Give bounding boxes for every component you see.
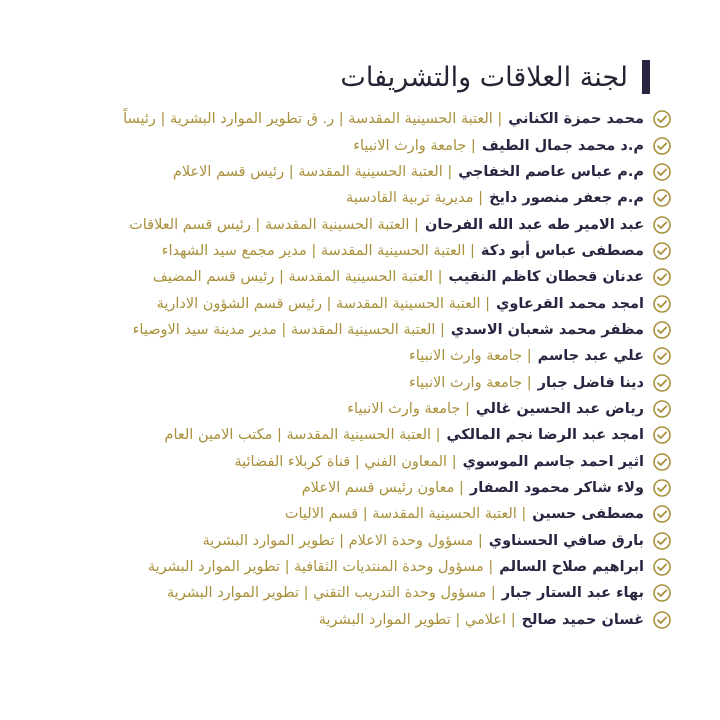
member-name: غسان حميد صالح (521, 611, 644, 628)
member-detail: | جامعة وارث الانبياء (347, 400, 470, 417)
check-circle-icon (652, 241, 672, 261)
member-name: مصطفى عباس أبو دكة (480, 242, 644, 259)
check-circle-icon (652, 215, 672, 235)
member-detail: | العتبة الحسينية المقدسة | رئيس قسم الشؤون الادارية (156, 295, 491, 312)
member-detail: | مسؤول وحدة التدريب التقني | تطوير الموارد البشرية (167, 585, 496, 602)
member-row (20, 343, 672, 369)
member-detail: | العتبة الحسينية المقدسة | مدير مدينة سيد الاوصياء (132, 321, 445, 338)
check-circle-icon (652, 531, 672, 551)
member-row (20, 238, 672, 264)
member-detail: | العتبة الحسينية المقدسة | ر. ق تطوير الموارد البشرية | رئيساً (123, 111, 503, 128)
member-detail: | جامعة وارث الانبياء (353, 137, 476, 154)
member-row (20, 264, 672, 290)
check-circle-icon (652, 583, 672, 603)
member-detail: | العتبة الحسينية المقدسة | رئيس قسم المضيف (152, 269, 443, 286)
check-circle-icon (652, 610, 672, 630)
member-detail: | العتبة الحسينية المقدسة | مدير مجمع سيد الشهداء (161, 242, 475, 259)
member-name: عدنان قحطان كاظم النقيب (448, 269, 644, 286)
member-name: م.د محمد جمال الطيف (481, 137, 644, 154)
member-detail: | المعاون الفني | قناة كربلاء الفضائية (234, 453, 457, 470)
member-row (20, 185, 672, 211)
check-circle-icon (652, 188, 672, 208)
member-detail: | مسؤول وحدة المنتديات الثقافية | تطوير الموارد البشرية (147, 559, 494, 576)
member-name: رياض عبد الحسين غالي (475, 400, 644, 417)
check-circle-icon (652, 478, 672, 498)
member-row (20, 290, 672, 316)
member-row (20, 396, 672, 422)
member-name: بارق صافي الحسناوي (488, 532, 644, 549)
check-circle-icon (652, 294, 672, 314)
member-row (20, 475, 672, 501)
member-row (20, 501, 672, 527)
member-row (20, 448, 672, 474)
title-accent-bar (642, 60, 650, 94)
member-row (20, 554, 672, 580)
member-name: م.م عباس عاصم الخفاجي (458, 163, 644, 180)
member-name: بهاء عبد الستار جبار (501, 585, 644, 602)
page-title: لجنة العلاقات والتشريفات (340, 61, 628, 93)
check-circle-icon (652, 399, 672, 419)
member-row (20, 132, 672, 158)
check-circle-icon (652, 346, 672, 366)
member-name: امجد محمد القرعاوي (496, 295, 644, 312)
member-row (20, 580, 672, 606)
member-name: ولاء شاكر محمود الصفار (469, 479, 644, 496)
member-detail: | العتبة الحسينية المقدسة | مكتب الامين العام (164, 427, 441, 444)
check-circle-icon (652, 425, 672, 445)
member-name: امجد عبد الرضا نجم المالكي (446, 427, 644, 444)
member-row (20, 369, 672, 395)
check-circle-icon (652, 136, 672, 156)
member-row (20, 317, 672, 343)
member-detail: | جامعة وارث الانبياء (409, 348, 532, 365)
member-name: ابراهيم صلاح السالم (499, 559, 644, 576)
member-name: اثير احمد جاسم الموسوي (462, 453, 644, 470)
member-row (20, 211, 672, 237)
member-row (20, 607, 672, 633)
member-detail: | مديرية تربية القادسية (345, 190, 484, 207)
check-circle-icon (652, 373, 672, 393)
member-detail: | العتبة الحسينية المقدسة | قسم الاليات (284, 506, 527, 523)
member-detail: | العتبة الحسينية المقدسة | رئيس قسم الاعلام (172, 163, 453, 180)
member-name: مصطفى حسين (532, 506, 644, 523)
member-row (20, 159, 672, 185)
member-row (20, 422, 672, 448)
member-name: محمد حمزة الكناني (508, 111, 644, 128)
check-circle-icon (652, 162, 672, 182)
member-detail: | العتبة الحسينية المقدسة | رئيس قسم العلاقات (129, 216, 419, 233)
check-circle-icon (652, 452, 672, 472)
check-circle-icon (652, 109, 672, 129)
member-detail: | مسؤول وحدة الاعلام | تطوير الموارد البشرية (202, 532, 483, 549)
title-block (340, 60, 650, 94)
member-list (20, 106, 672, 633)
member-row (20, 528, 672, 554)
member-name: دينا فاضل جبار (537, 374, 644, 391)
check-circle-icon (652, 557, 672, 577)
member-detail: | اعلامي | تطوير الموارد البشرية (318, 611, 516, 628)
member-detail: | معاون رئيس قسم الاعلام (301, 479, 464, 496)
member-row (20, 106, 672, 132)
member-detail: | جامعة وارث الانبياء (408, 374, 532, 391)
member-name: م.م جعفر منصور دايخ (489, 190, 644, 207)
member-name: مظفر محمد شعبان الاسدي (450, 321, 644, 338)
member-name: عبد الامير طه عبد الله الفرحان (424, 216, 644, 233)
check-circle-icon (652, 267, 672, 287)
member-name: علي عبد جاسم (537, 348, 644, 365)
check-circle-icon (652, 504, 672, 524)
check-circle-icon (652, 320, 672, 340)
